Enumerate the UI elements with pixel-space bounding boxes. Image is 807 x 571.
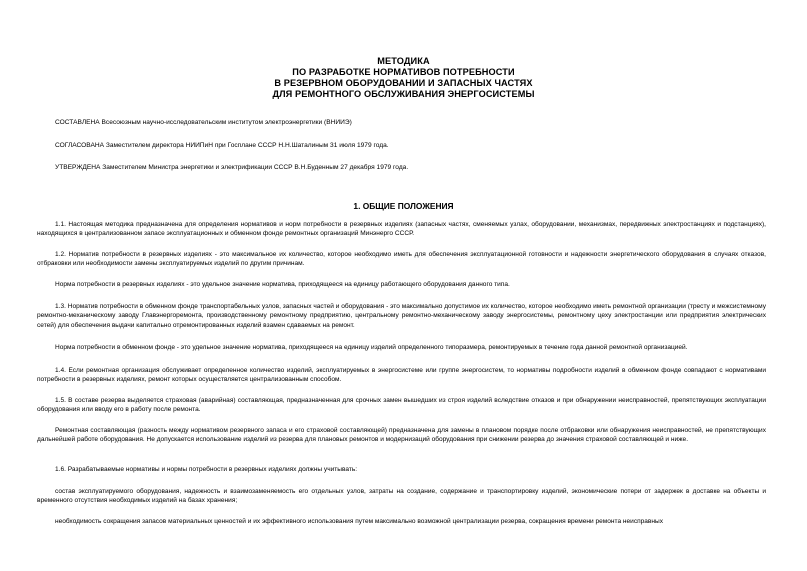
paragraph-norm-reserve: Норма потребности в резервных изделиях - это удельное значение норматива, приходящееся на единицу работающего оборудования данного типа. xyxy=(55,281,510,288)
document-title-line-1: МЕТОДИКА xyxy=(377,56,430,66)
document-title-line-4: ДЛЯ РЕМОНТНОГО ОБСЛУЖИВАНИЯ ЭНЕРГОСИСТЕМЫ xyxy=(272,89,535,99)
paragraph-1-3: 1.3. Норматив потребности в обменном фонде транспортабельных узлов, запасных частей и оборудования - это максимально допустимое их количество, которое необходимо иметь ремонтной организации (тресту и межсистемному ремонтно-механическому заводу Главэнергоремонта, производственному ремонтному предприятию, центральному ремонтно-механическому заводу энергосистемы, ремонтному цеху электростанции или предприятия электрических сетей) для обеспечения выдачи капитально отремонтированных изделий взамен сдаваемых на ремонт. xyxy=(37,303,766,329)
paragraph-1-6: 1.6. Разрабатываемые нормативы и нормы потребности в резервных изделиях должны учитывать: xyxy=(55,466,358,473)
agreed-by-line: СОГЛАСОВАНА Заместителем директора НИИПиН при Госплане СССР Н.Н.Шаталиным 31 июля 1979 года. xyxy=(55,142,389,149)
approved-by-line: УТВЕРЖДЕНА Заместителем Министра энергетики и электрификации СССР В.Н.Буденным 27 декабря 1979 года. xyxy=(55,164,409,171)
paragraph-repair-component: Ремонтная составляющая (разность между нормативом резервного запаса и его страховой составляющей) предназначена для замены в плановом порядке после отбраковки или обнаружения неисправностей, не препятствующих дальнейшей работе оборудования. Не допускается использование изделий из резерва для плановых ремонтов и модернизаций оборудования при снижении резерва до значения страховой составляющей и ниже. xyxy=(37,427,766,444)
paragraph-1-1: 1.1. Настоящая методика предназначена для определения нормативов и норм потребности в резервных изделиях (запасных частях, сменяемых узлах, оборудовании, механизмах, передвижных электростанциях и подстанциях), находящихся в централизованном запасе эксплуатационных и обменном фонде ремонтных организаций Минэнерго СССР. xyxy=(37,221,766,238)
document-title-line-3: В РЕЗЕРВНОМ ОБОРУДОВАНИИ И ЗАПАСНЫХ ЧАСТЯХ xyxy=(274,78,533,88)
paragraph-1-2: 1.2. Норматив потребности в резервных изделиях - это максимальное их количество, которое необходимо иметь для обеспечения эксплуатационной готовности и надежности энергетического оборудования в случаях отказов, отбраковки или необходимости замены эксплуатируемых изделий по другим причинам. xyxy=(37,251,766,268)
paragraph-1-5: 1.5. В составе резерва выделяется страховая (аварийная) составляющая, предназначенная для срочных замен вышедших из строя изделий вследствие отказов и при обнаружении неисправностей, препятствующих эксплуатации оборудования или вводу его в работу после ремонта. xyxy=(37,397,766,414)
paragraph-1-4: 1.4. Если ремонтная организация обслуживает определенное количество изделий, эксплуатируемых в энергосистеме или группе энергосистем, то нормативы подробности изделий в обменном фонде совпадают с нормативами потребности в резервных изделиях, ремонт которых осуществляется централизованным способом. xyxy=(37,367,766,384)
paragraph-norm-exchange: Норма потребности в обменном фонде - это удельное значение норматива, приходящееся на единицу изделий определенного типоразмера, ремонтируемых в течение года данной ремонтной организацией. xyxy=(55,344,688,351)
paragraph-list-item-1: состав эксплуатируемого оборудования, надежность и взаимозаменяемость его отдельных узлов, затраты на создание, содержание и транспортировку изделий, экономические потери от задержек в доставке на объекты и временного отсутствия необходимых изделий на базах хранения; xyxy=(37,488,766,505)
section-heading: 1. ОБЩИЕ ПОЛОЖЕНИЯ xyxy=(353,201,454,211)
compiled-by-line: СОСТАВЛЕНА Всесоюзным научно-исследовательским институтом электроэнергетики (ВНИИЭ) xyxy=(55,119,352,126)
document-title-line-2: ПО РАЗРАБОТКЕ НОРМАТИВОВ ПОТРЕБНОСТИ xyxy=(292,67,515,77)
paragraph-list-item-2: необходимость сокращения запасов материальных ценностей и их эффективного использования путем максимально возможной централизации резерва, сокращения времени ремонта неисправных xyxy=(55,518,664,525)
